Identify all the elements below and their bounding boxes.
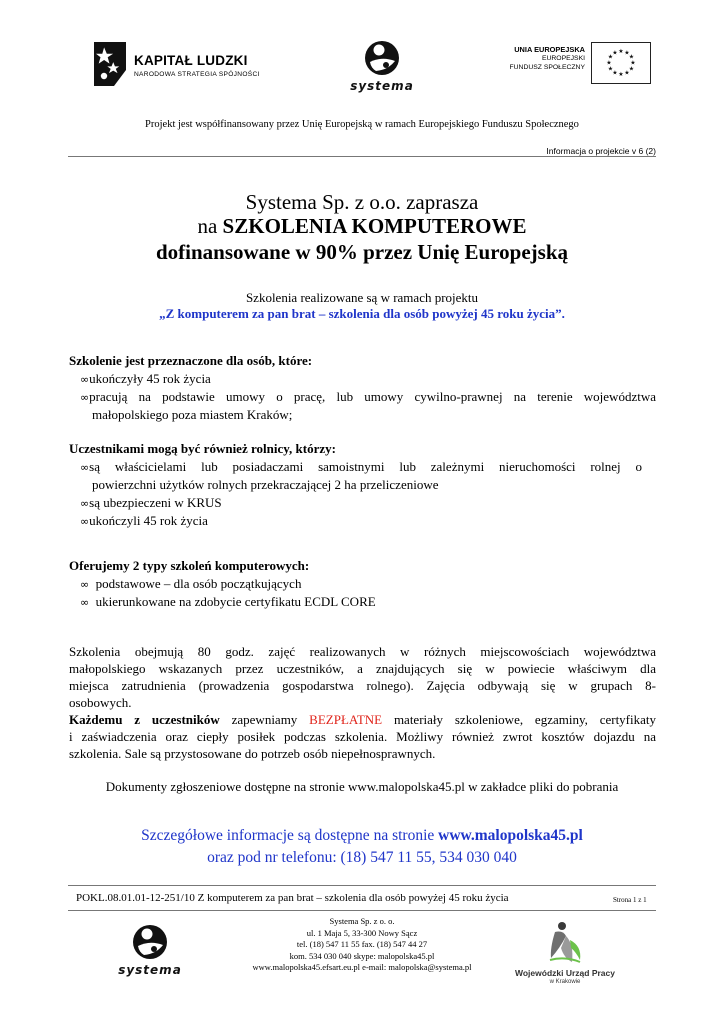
paragraph2-mid: zapewniamy: [219, 712, 310, 727]
svg-text:★: ★: [624, 69, 630, 77]
section2-item2-text: są ubezpieczeni w KRUS: [89, 495, 222, 510]
footer-divider-bottom: [68, 910, 656, 911]
svg-text:★: ★: [628, 53, 635, 61]
free-badge: BEZPŁATNE: [309, 712, 383, 727]
svg-text:★: ★: [618, 48, 624, 55]
wup-sub: w Krakowie: [549, 979, 581, 985]
wup-logo: [510, 918, 620, 992]
eu-flag-icon: [591, 42, 651, 84]
bullet-icon: ∞: [80, 391, 90, 404]
info-note: Informacja o projekcie v 6 (2): [546, 146, 656, 156]
footer-addr-mobile: kom. 534 030 040 skype: malopolska45.pl: [289, 950, 435, 961]
title-line3: dofinansowane w 90% przez Unię Europejską: [155, 240, 569, 264]
section2-item1-text: są właścicielami lub posiadaczami samoistnymi lub zależnymi nieruchomości rolnej o: [89, 459, 642, 474]
eu-logo-line3: FUNDUSZ SPOŁECZNY: [509, 64, 585, 71]
paragraph2-line1: [69, 711, 656, 728]
footer-project-code: POKL.08.01.01-12-251/10 Z komputerem za pan brat – szkolenia dla osób powyżej 45 roku życia: [76, 892, 509, 904]
paragraph1-line3: miejsca zatrudnienia (prowadzenia gospodarstwa rolnego). Zajęcia odbywają się w grupach 8-: [69, 678, 656, 693]
section1-item2-cont: małopolskiego poza miastem Kraków;: [92, 407, 293, 422]
section1-item1: [80, 371, 211, 387]
bullet-icon: ∞: [80, 515, 90, 528]
section2-heading: Uczestnikami mogą być również rolnicy, którzy:: [69, 441, 336, 456]
section3-item1: [80, 576, 301, 592]
eu-logo-line2: EUROPEJSKI: [541, 55, 585, 62]
bullet-icon: ∞: [80, 497, 90, 510]
paragraph2-bold: Każdemu z uczestników: [69, 712, 220, 727]
footer-addr-company: Systema Sp. z o. o.: [329, 916, 395, 926]
title-line1: Systema Sp. z o.o. zaprasza: [245, 190, 479, 214]
systema-logo: [336, 38, 428, 94]
bullet-icon: ∞: [80, 373, 90, 386]
section1-heading: Szkolenie jest przeznaczone dla osób, które:: [69, 353, 313, 368]
paragraph1-line4: osobowych.: [69, 695, 132, 710]
paragraph2-line3: szkolenia. Sale są przystosowane do potrzeb osób niepełnosprawnych.: [69, 746, 436, 761]
systema-emblem-icon: [336, 38, 428, 94]
svg-text:★: ★: [618, 71, 624, 78]
project-intro: Szkolenia realizowane są w ramach projektu: [245, 290, 479, 305]
systema-wordmark: systema: [118, 963, 182, 977]
paragraph2-line2: i zaświadczenia oraz ciepły posiłek podczas szkolenia. Możliwy również zwrot kosztów dojazdu na: [69, 729, 656, 744]
kapital-ludzki-subtitle: NARODOWA STRATEGIA SPÓJNOŚCI: [134, 71, 260, 78]
svg-text:★: ★: [630, 59, 636, 67]
section3-item2: [80, 594, 376, 610]
paragraph2: [69, 711, 656, 765]
project-name: „Z komputerem za pan brat – szkolenia dla osób powyżej 45 roku życia”.: [159, 306, 565, 321]
footer-page-number: Strona 1 z 1: [613, 896, 647, 904]
section3-item1-text: podstawowe – dla osób początkujących: [95, 576, 302, 591]
bullet-icon: ∞: [80, 596, 90, 609]
paragraph1: [69, 643, 656, 713]
eu-logo: [493, 42, 651, 88]
section2-item1-cont: powierzchni użytków rolnych przekraczającej 2 ha przeliczeniowe: [92, 477, 439, 492]
section2-item3-text: ukończyli 45 rok życia: [89, 513, 208, 528]
section1-item1-text: ukończyły 45 rok życia: [89, 371, 211, 386]
title-line2-bold: SZKOLENIA KOMPUTEROWE: [222, 214, 527, 238]
section2-item3: [80, 513, 208, 529]
section2-item2: [80, 495, 222, 511]
svg-text:★: ★: [606, 59, 612, 67]
kapital-ludzki-title: KAPITAŁ LUDZKI: [134, 53, 248, 68]
footer-addr-phone: tel. (18) 547 11 55 fax. (18) 547 44 27: [296, 939, 428, 949]
section3-item2-text: ukierunkowane na zdobycie certyfikatu ECDL CORE: [95, 594, 376, 609]
paragraph1-line1: Szkolenia obejmują 80 godz. zajęć realizowanych w różnych miejscowościach województwa: [69, 644, 656, 659]
svg-text:★: ★: [628, 65, 635, 73]
wup-emblem-icon: [510, 918, 620, 968]
svg-text:★: ★: [624, 49, 630, 57]
section1-item2: [80, 389, 656, 405]
contact-line2: oraz pod nr telefonu: (18) 547 11 55, 534 030 040: [207, 849, 517, 866]
bullet-icon: ∞: [80, 578, 90, 591]
contact-line1-text: Szczegółowe informacje są dostępne na stronie: [141, 827, 439, 844]
paragraph2-end: materiały szkoleniowe, egzaminy, certyfikaty: [382, 712, 657, 727]
footer-addr-web: www.malopolska45.efsart.eu.pl e-mail: malopolska@systema.pl: [252, 962, 472, 972]
svg-text:★: ★: [612, 69, 618, 77]
footer-divider-top: [68, 885, 656, 886]
svg-text:★: ★: [607, 53, 614, 61]
paragraph1-line2: małopolskiego wskazanych przez uczestników, a znajdujących się w powiecie właściwym dla: [69, 661, 656, 676]
svg-text:★: ★: [612, 49, 618, 57]
section3-heading: Oferujemy 2 typy szkoleń komputerowych:: [69, 558, 310, 573]
kapital-ludzki-emblem-icon: [92, 40, 128, 88]
section1-item2-text: pracują na podstawie umowy o pracę, lub umowy cywilno-prawnej na terenie województwa: [89, 389, 656, 404]
eu-logo-text: [509, 45, 585, 72]
title-line2: [0, 214, 724, 239]
cofinance-note: Projekt jest współfinansowany przez Unię Europejską w ramach Europejskiego Funduszu Społecznego: [145, 119, 579, 130]
wup-name: Wojewódzki Urząd Pracy: [515, 968, 615, 978]
kapital-ludzki-logo: [92, 40, 262, 90]
svg-text:★: ★: [607, 65, 614, 73]
systema-wordmark: systema: [350, 79, 414, 93]
title-line2-prefix: na: [197, 214, 223, 238]
documents-note: Dokumenty zgłoszeniowe dostępne na stronie www.malopolska45.pl w zakładce pliki do pobrania: [105, 779, 619, 794]
bullet-icon: ∞: [80, 461, 90, 474]
header-divider: [68, 156, 656, 157]
footer-addr-street: ul. 1 Maja 5, 33-300 Nowy Sącz: [306, 927, 418, 938]
section2-item1: [80, 459, 642, 475]
contact-line1: [0, 827, 724, 845]
eu-logo-line1: UNIA EUROPEJSKA: [514, 45, 585, 54]
website-link[interactable]: www.malopolska45.pl: [438, 827, 583, 844]
